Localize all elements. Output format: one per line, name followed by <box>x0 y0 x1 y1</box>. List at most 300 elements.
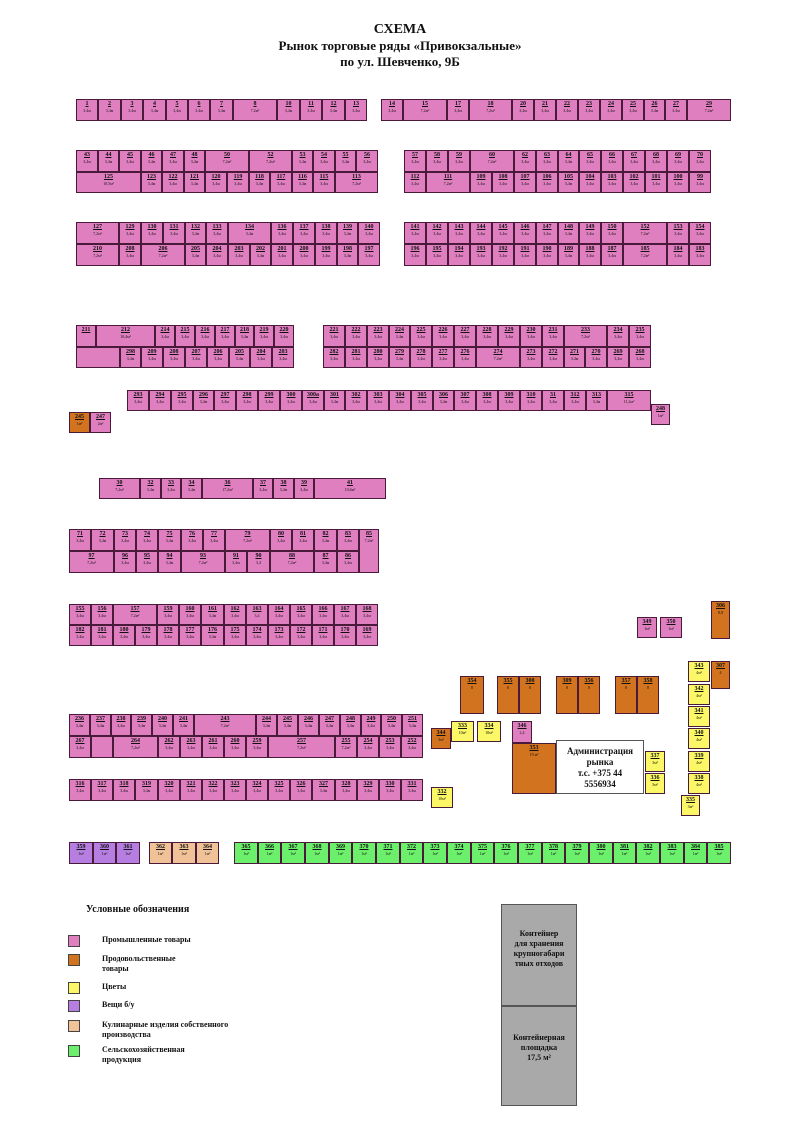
stall-number: 52 <box>267 152 274 158</box>
stall-number: 96 <box>122 553 128 559</box>
stall-area: 3,4м <box>278 231 286 236</box>
stall-area: 3,4м <box>169 159 177 164</box>
stall-number: 77 <box>211 531 217 537</box>
stall-number: 162 <box>230 606 240 612</box>
stall <box>215 325 235 347</box>
stall-number: 362 <box>156 844 165 850</box>
stall-number: 168 <box>362 606 372 612</box>
stall-area: 3,4м <box>477 181 485 186</box>
stall-area: 7,2м² <box>493 356 503 361</box>
stall-number: 177 <box>185 627 195 633</box>
stall <box>361 714 381 736</box>
stall <box>514 172 536 193</box>
stall-area: 3,4м <box>126 159 134 164</box>
stall-number: 26 <box>651 101 658 107</box>
stall-area: 3,4м <box>280 334 288 339</box>
stall <box>96 325 155 347</box>
stall-area: 7,2м² <box>87 560 96 565</box>
stall <box>623 244 667 266</box>
stall-number: 248 <box>346 716 355 722</box>
stall-area: 3м² <box>687 804 694 809</box>
stall-area: 3,4м <box>209 788 217 793</box>
stall-area: 3,4м <box>483 399 491 404</box>
stall-number: 254 <box>363 738 373 744</box>
stall-area: 3,4м <box>455 231 463 236</box>
stall-number: 140 <box>364 224 374 230</box>
stall-number: 315 <box>624 392 634 398</box>
stall-number: 2 <box>108 101 111 107</box>
stall-area: 3,4м <box>260 334 268 339</box>
stall-number: 99 <box>697 174 703 180</box>
stall-area: 3,4м <box>418 399 426 404</box>
stall-area: 1м² <box>657 413 664 418</box>
stall-number: 10 <box>285 101 292 107</box>
stall <box>389 390 411 411</box>
stall <box>312 625 334 646</box>
stall-area: 3,4м <box>104 159 113 164</box>
stall <box>228 244 250 266</box>
stall-number: 90 <box>255 553 262 559</box>
stall <box>335 172 378 193</box>
stall <box>337 551 359 573</box>
stall <box>402 714 423 736</box>
stall-number: 73 <box>122 531 128 537</box>
stall-area: 3,4м <box>365 231 373 236</box>
stall <box>423 842 447 864</box>
stall-area: 1м² <box>243 851 249 856</box>
stall-number: 215 <box>180 327 190 333</box>
stall-number: 307 <box>716 663 725 669</box>
stall-area: 3,4м <box>571 399 579 404</box>
stall-number: 317 <box>97 781 107 787</box>
stall <box>404 172 426 193</box>
stall-number: 210 <box>93 246 102 252</box>
stall <box>454 390 476 411</box>
stall-area: 3,4м <box>374 334 382 339</box>
stall <box>645 150 667 172</box>
stall <box>135 779 158 801</box>
stall-area: 3,4м <box>614 334 622 339</box>
stall <box>426 150 448 172</box>
stall-area: 3,4м <box>439 399 448 404</box>
stall-number: 117 <box>276 174 286 180</box>
stall <box>271 222 293 244</box>
stall <box>684 842 707 864</box>
stall <box>188 99 210 121</box>
stall-area: 3,4м <box>76 613 84 618</box>
stall-area: 7,2м² <box>93 253 102 258</box>
stall-number: 224 <box>395 327 404 333</box>
stall-area: 3,4м <box>461 399 469 404</box>
stall <box>292 172 313 193</box>
stall-area: 3,4м <box>257 356 265 361</box>
stall <box>236 390 258 411</box>
stall-number: 161 <box>208 606 217 612</box>
stall <box>76 150 98 172</box>
stall-area: 3,4м <box>121 560 129 565</box>
stall-number: 366 <box>265 844 274 850</box>
stall-number: 272 <box>548 349 558 355</box>
stall <box>91 736 113 758</box>
stall <box>334 604 356 625</box>
stall-area: 3,4м <box>300 487 308 492</box>
stall-area: 3,4м <box>297 613 305 618</box>
stall-number: 261 <box>208 738 218 744</box>
stall-area: 1м² <box>290 851 296 856</box>
stall-number: 196 <box>410 246 420 252</box>
stall-number: 150 <box>607 224 617 230</box>
stall-area: 3,4м <box>120 788 128 793</box>
stall <box>637 617 657 638</box>
admin-line: 5556934 <box>584 779 616 789</box>
stall <box>162 172 184 193</box>
stall-number: 143 <box>454 224 464 230</box>
stall-area: 3,4м <box>210 538 218 543</box>
stall-number: 380 <box>596 844 606 850</box>
stall-area: 3,4м <box>277 538 285 543</box>
stall-area: 3,4м <box>173 108 181 113</box>
stall <box>294 478 314 499</box>
stall-area: 1м² <box>314 851 320 856</box>
stall <box>404 222 426 244</box>
stall-area: 3,4м <box>143 560 151 565</box>
stall <box>166 99 188 121</box>
stall-number: 262 <box>164 738 174 744</box>
container-line: тных отходов <box>514 959 564 968</box>
stall-area: 3,4м <box>330 334 338 339</box>
stall-area: 3,4м <box>586 253 594 258</box>
stall-area: 1м² <box>408 851 415 856</box>
stall-number: 298 <box>126 349 135 355</box>
stall-number: 198 <box>343 246 352 252</box>
stall <box>358 222 380 244</box>
stall <box>302 390 324 411</box>
stall-area: 3,4м <box>170 231 178 236</box>
stall-area: 3,4м <box>433 159 441 164</box>
stall-number: 244 <box>262 716 271 722</box>
stall <box>601 244 623 266</box>
stall-area: 3,4м <box>386 788 394 793</box>
stall-number: 342 <box>694 686 704 692</box>
stall <box>433 390 454 411</box>
stall-number: 137 <box>299 224 309 230</box>
stall <box>629 347 651 368</box>
stall-number: 134 <box>245 224 254 230</box>
stall-number: 339 <box>694 753 704 759</box>
stall-number: 123 <box>147 174 156 180</box>
stall-number: 370 <box>359 844 369 850</box>
stall <box>615 676 637 714</box>
stall-number: 176 <box>208 627 217 633</box>
administration-block <box>556 740 644 794</box>
stall-number: 230 <box>526 327 536 333</box>
stall <box>175 325 195 347</box>
stall <box>127 390 149 411</box>
stall-number: 214 <box>160 327 170 333</box>
stall-number: 341 <box>694 708 704 714</box>
stall-number: 74 <box>144 531 150 537</box>
stall <box>558 244 579 266</box>
stall <box>161 478 181 499</box>
stall-area: 1м² <box>157 851 164 856</box>
stall <box>451 721 474 742</box>
stall-area: 8 <box>588 685 590 690</box>
stall-area: 3,4м <box>232 560 240 565</box>
stall-area: 3,4м <box>98 788 106 793</box>
stall <box>432 325 454 347</box>
stall <box>292 529 314 551</box>
stall-area: 3,4м <box>235 253 243 258</box>
stall-area: 3,4м <box>221 399 229 404</box>
stall-number: 322 <box>208 781 218 787</box>
stall-number: 33 <box>168 480 174 486</box>
stall-number: 91 <box>233 553 239 559</box>
stall-number: 125 <box>104 174 113 180</box>
stall-area: 3,4м <box>147 181 156 186</box>
stall-number: 153 <box>673 224 683 230</box>
stall <box>298 714 319 736</box>
stall <box>202 779 224 801</box>
stall-area: 3,4м <box>120 634 128 639</box>
stall-number: 103 <box>607 174 617 180</box>
stall-area: 3,4м <box>187 487 196 492</box>
stall-area: 3,4м <box>408 788 416 793</box>
stall-number: 329 <box>363 781 373 787</box>
stall-number: 106 <box>542 174 552 180</box>
stall <box>448 222 470 244</box>
stall-number: 56 <box>364 152 370 158</box>
stall <box>113 779 135 801</box>
stall-number: 249 <box>366 716 376 722</box>
stall <box>233 99 277 121</box>
stall-area: 3,4м <box>275 613 283 618</box>
stall <box>688 728 710 749</box>
stall <box>359 529 379 573</box>
stall-number: 374 <box>454 844 464 850</box>
stall-area: 3,4м <box>592 399 601 404</box>
legend-label: Продовольственные товары <box>102 954 176 973</box>
stall <box>564 325 607 347</box>
stall <box>185 244 206 266</box>
stall <box>225 551 247 573</box>
stall <box>448 150 470 172</box>
stall <box>76 222 119 244</box>
stall-area: 3м² <box>652 760 658 765</box>
legend-swatch <box>68 1045 80 1057</box>
stall <box>536 222 558 244</box>
stall <box>565 842 589 864</box>
legend-label: Промышленные товары <box>102 935 191 944</box>
stall <box>542 325 564 347</box>
stall-area: 3,4м <box>411 253 419 258</box>
stall <box>665 99 687 121</box>
stall-number: 277 <box>438 349 448 355</box>
stall-number: 146 <box>520 224 530 230</box>
stall <box>324 390 345 411</box>
stall-area: 3,4м <box>300 253 308 258</box>
legend-swatch <box>68 954 80 966</box>
stall-number: 319 <box>142 781 151 787</box>
stall-number: 227 <box>460 327 470 333</box>
stall-area: 3,4м <box>346 723 355 728</box>
stall-number: 41 <box>347 480 353 486</box>
stall <box>707 842 731 864</box>
stall-area: 3,4м <box>190 159 199 164</box>
stall <box>98 99 121 121</box>
stall-area: 3,4м <box>411 231 419 236</box>
stall-number: 298 <box>242 392 252 398</box>
stall-number: 206 <box>213 349 223 355</box>
stall-number: 67 <box>631 152 637 158</box>
stall-area: 3,4м <box>117 723 125 728</box>
stall <box>312 604 334 625</box>
stall-area: 1м² <box>621 851 628 856</box>
legend-swatch <box>68 1000 80 1012</box>
stall-number: 72 <box>99 531 106 537</box>
stall <box>681 795 700 816</box>
stall-area: 3,4м <box>674 159 682 164</box>
stall <box>157 625 179 646</box>
stall <box>607 347 629 368</box>
stall-area: 7,2м² <box>640 231 650 236</box>
stall-area: 8 <box>507 685 509 690</box>
stall <box>195 325 215 347</box>
stall <box>270 172 292 193</box>
stall <box>476 390 498 411</box>
stall <box>281 842 305 864</box>
stall-area: 3,4м <box>98 538 107 543</box>
stall-number: 293 <box>133 392 143 398</box>
stall-area: 8 <box>647 685 649 690</box>
stall <box>246 779 268 801</box>
stall-number: 350 <box>666 619 676 625</box>
stall <box>564 347 585 368</box>
stall-number: 200 <box>299 246 309 252</box>
stall-area: 3,4м <box>278 253 286 258</box>
stall-number: 75 <box>166 531 173 537</box>
stall <box>91 529 114 551</box>
stall-area: 3,4м <box>543 181 551 186</box>
stall-area: 3,4м <box>201 334 209 339</box>
stall-area: 3,4м <box>255 181 264 186</box>
stall <box>253 478 273 499</box>
stall-number: 169 <box>362 627 372 633</box>
stall-area: 7,2м² <box>130 613 140 618</box>
stall-area: 3,4м <box>433 253 441 258</box>
stall-area: 3,4м <box>126 231 134 236</box>
stall-number: 245 <box>75 414 84 420</box>
stall <box>76 325 96 347</box>
stall-number: 294 <box>155 392 165 398</box>
stall-area: 3,4м <box>388 108 396 113</box>
stall-area: 7,2м² <box>266 159 275 164</box>
stall-number: 3 <box>130 101 134 107</box>
stall-number: 306 <box>716 603 725 609</box>
stall-area: 7,2м² <box>287 560 297 565</box>
stall-area: 3,4м <box>477 253 485 258</box>
legend-swatch <box>68 982 80 994</box>
stall-area: 3,4м <box>543 159 551 164</box>
stall <box>181 478 202 499</box>
stall-number: 219 <box>259 327 269 333</box>
stall <box>69 779 91 801</box>
stall-area: 3,4м <box>586 181 594 186</box>
stall-number: 116 <box>298 174 307 180</box>
stall-area: 2,4 <box>519 730 525 735</box>
stall-area: 3,4м <box>322 253 330 258</box>
stall-number: 183 <box>695 246 705 252</box>
stall-area: 3,4м <box>320 159 328 164</box>
stall <box>389 347 410 368</box>
stall-area: 3,4м <box>499 231 507 236</box>
stall-number: 263 <box>186 738 196 744</box>
stall-area: 3,4м <box>298 181 307 186</box>
stall <box>76 99 98 121</box>
stall <box>471 842 494 864</box>
stall-area: 3,4м <box>674 231 682 236</box>
stall-number: 282 <box>329 349 339 355</box>
stall <box>319 714 340 736</box>
stall <box>90 714 111 736</box>
stall-area: 1м² <box>385 851 391 856</box>
stall-area: 3,4м <box>343 231 352 236</box>
admin-line: т.с. +375 44 <box>577 768 623 778</box>
stall <box>498 390 520 411</box>
stall <box>689 222 711 244</box>
stall-area: 7,2м² <box>222 159 232 164</box>
stall-area: 1м² <box>76 421 83 426</box>
stall-area: 1м² <box>644 626 650 631</box>
stall-area: 3,4м <box>521 231 529 236</box>
stall-number: 257 <box>297 738 306 744</box>
stall-number: 22 <box>564 101 570 107</box>
stall-number: 202 <box>256 246 265 252</box>
stall <box>667 222 689 244</box>
stall-area: 2м² <box>97 421 104 426</box>
stall-area: 17,2м² <box>222 487 233 492</box>
stall-number: 220 <box>279 327 289 333</box>
stall-number: 371 <box>383 844 393 850</box>
stall <box>536 150 558 172</box>
stall-area: 3,4м <box>341 634 349 639</box>
stall-area: 3,4м <box>363 634 371 639</box>
stall-area: 7,2м² <box>131 745 140 750</box>
stall <box>141 222 163 244</box>
stall-number: 201 <box>277 246 287 252</box>
stall <box>660 842 684 864</box>
stall-number: 94 <box>166 553 173 559</box>
stall-area: 3,4м <box>343 253 352 258</box>
stall-number: 248 <box>656 406 665 412</box>
stall <box>69 625 91 646</box>
stall-area: 7,2м² <box>115 487 124 492</box>
stall-number: 229 <box>504 327 514 333</box>
stall-area: 3,4м <box>365 253 373 258</box>
stall-area: 10,6м² <box>344 487 356 492</box>
stall <box>149 842 172 864</box>
stall <box>367 325 389 347</box>
stall-area: 10,5м² <box>103 181 114 186</box>
stall <box>271 244 293 266</box>
stall <box>76 244 119 266</box>
stall <box>280 390 302 411</box>
stall <box>141 347 163 368</box>
stall-area: 1м² <box>266 851 273 856</box>
stall <box>432 347 454 368</box>
stall-area: 3,4м <box>439 334 447 339</box>
stall-area: 1м² <box>645 851 651 856</box>
stall-area: 8 <box>625 685 627 690</box>
